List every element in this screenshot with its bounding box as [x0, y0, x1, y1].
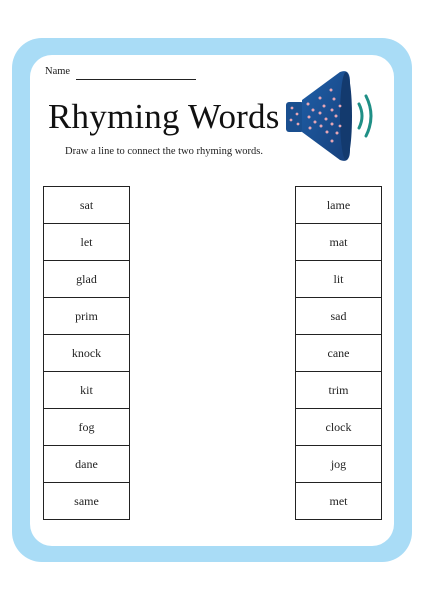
- right-word-cell[interactable]: lit: [295, 260, 382, 298]
- left-word-column: [43, 186, 130, 520]
- left-word-cell[interactable]: knock: [43, 334, 130, 372]
- speaker-icon: [282, 66, 382, 166]
- left-word-cell[interactable]: same: [43, 482, 130, 520]
- left-word-cell[interactable]: dane: [43, 445, 130, 483]
- page-title: Rhyming Words: [48, 97, 280, 136]
- left-word-cell[interactable]: sat: [43, 186, 130, 224]
- name-field-line[interactable]: [76, 79, 196, 80]
- left-word-cell[interactable]: kit: [43, 371, 130, 409]
- right-word-cell[interactable]: sad: [295, 297, 382, 335]
- right-word-cell[interactable]: lame: [295, 186, 382, 224]
- right-word-cell[interactable]: mat: [295, 223, 382, 261]
- right-word-cell[interactable]: clock: [295, 408, 382, 446]
- left-word-cell[interactable]: let: [43, 223, 130, 261]
- left-word-cell[interactable]: fog: [43, 408, 130, 446]
- right-word-cell[interactable]: cane: [295, 334, 382, 372]
- left-word-cell[interactable]: prim: [43, 297, 130, 335]
- right-word-column: [295, 186, 382, 520]
- right-word-cell[interactable]: jog: [295, 445, 382, 483]
- right-word-cell[interactable]: met: [295, 482, 382, 520]
- left-word-cell[interactable]: glad: [43, 260, 130, 298]
- name-label: Name: [45, 66, 71, 77]
- right-word-cell[interactable]: trim: [295, 371, 382, 409]
- instruction-text: Draw a line to connect the two rhyming words.: [65, 146, 263, 157]
